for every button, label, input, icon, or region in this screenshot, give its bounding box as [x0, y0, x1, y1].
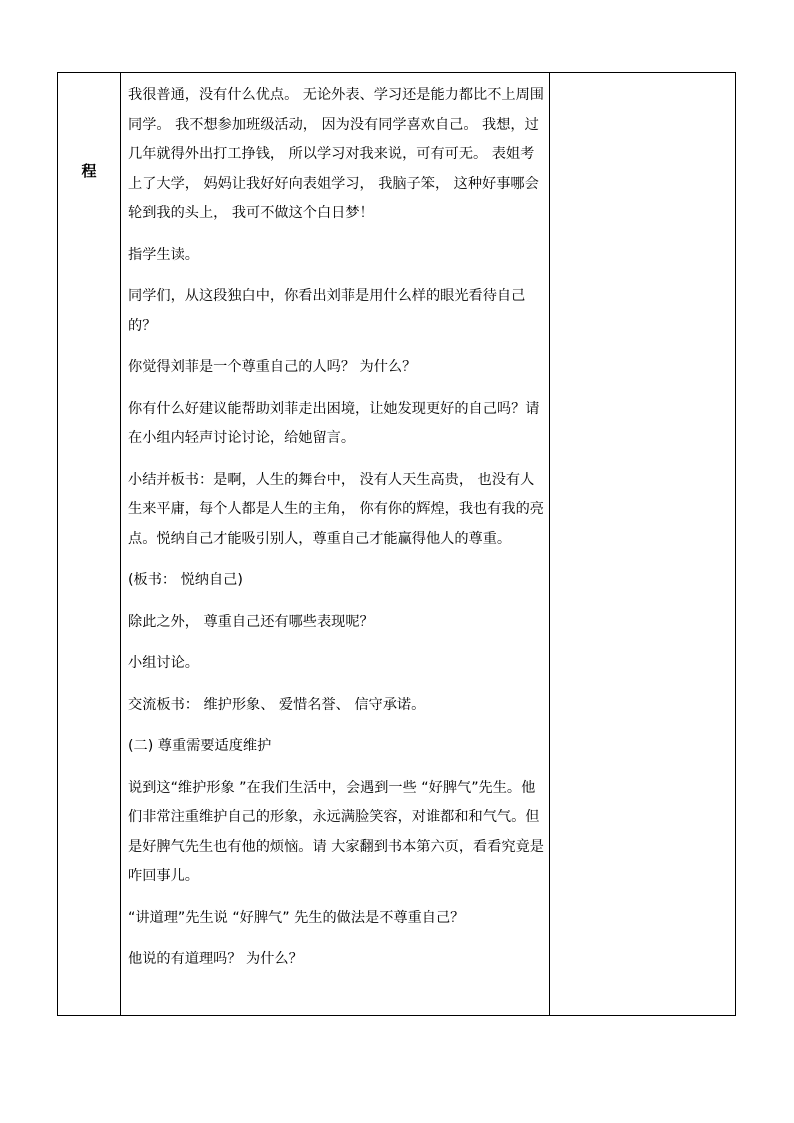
paragraph-story: 说到这“维护形象 ”在我们生活中，会遇到一些 “好脾气”先生。他们非常注重维护自己的形象，永远满脸笑容，对谁都和和气气。但是好脾气先生也有他的烦恼。请 大家翻到书本第六页，看看究竟是咋回事儿。 [128, 779, 544, 884]
paragraph-instruction: 指学生读。 [128, 246, 199, 263]
paragraph-question: 你觉得刘菲是一个尊重自己的人吗？ 为什么？ [128, 359, 417, 375]
paragraph-summary: 小结并板书：是啊，人生的舞台中， 没有人天生高贵， 也没有人生来平庸，每个人都是人生的主角， 你有你的辉煌，我也有我的亮点。悦纳自己才能吸引别人，尊重自己才能赢得他人的尊重。 [128, 471, 544, 547]
notes-cell [550, 73, 735, 1015]
paragraph-monologue: 我很普通，没有什么优点。 无论外表、学习还是能力都比不上周围同学。 我不想参加班级活动， 因为没有同学喜欢自己。 我想，过几年就得外出打工挣钱， 所以学习对我来说，可有可无。 表姐考上了大学， 妈妈让我好好向表姐学习， 我脑子笨， 这种好事哪会轮到我的头上， 我可不做这个白日梦！ [128, 87, 544, 221]
paragraph-question: 你有什么好建议能帮助刘菲走出困境，让她发现更好的自己吗？请在小组内轻声讨论讨论，给她留言。 [128, 400, 540, 446]
paragraph-question: 同学们，从这段独白中，你看出刘菲是用什么样的眼光看待自己的？ [128, 288, 526, 334]
paragraph-board-note: 交流板书： 维护形象、 爱惜名誉、 信守承诺。 [128, 696, 426, 713]
paragraph-instruction: 小组讨论。 [128, 655, 199, 671]
column-divider-left [120, 73, 121, 1015]
content-cell [128, 81, 544, 987]
paragraph-question: 他说的有道理吗？ 为什么？ [128, 951, 303, 967]
paragraph-question: 除此之外， 尊重自己还有哪些表现呢？ [128, 613, 374, 630]
paragraph-board-note: (板书： 悦纳自己) [128, 572, 243, 588]
paragraph-question: “讲道理”先生说 “好脾气” 先生的做法是不尊重自己？ [128, 909, 465, 926]
row-label: 程 [81, 162, 97, 180]
section-heading: (二) 尊重需要适度维护 [128, 738, 272, 754]
lesson-plan-table [57, 72, 736, 1016]
